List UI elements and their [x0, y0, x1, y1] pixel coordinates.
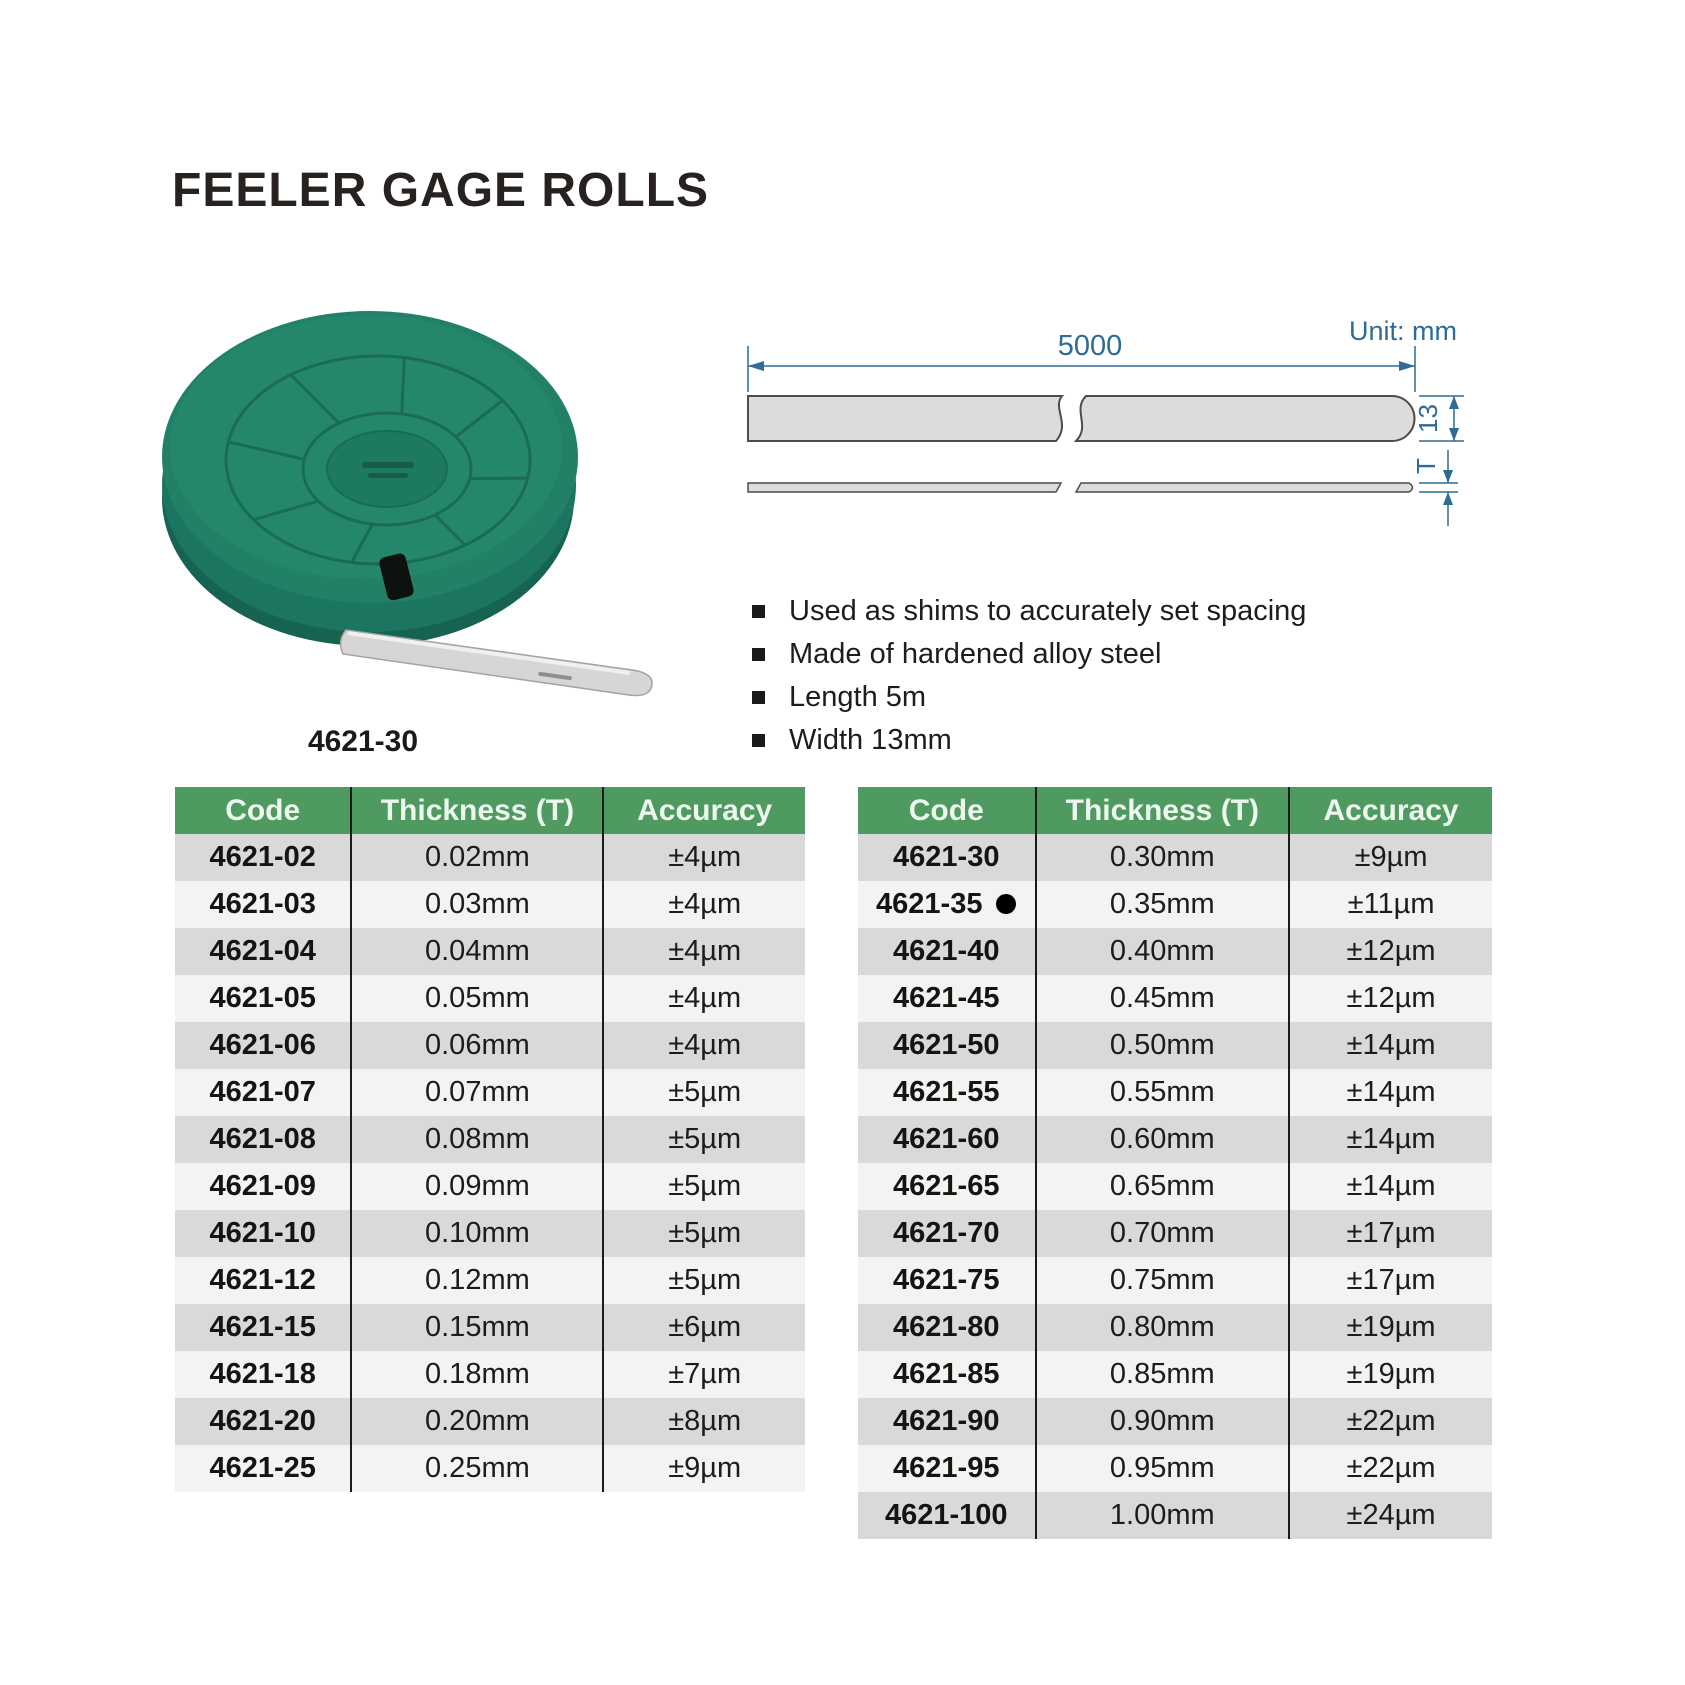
thickness-cell: 0.50mm [1036, 1022, 1290, 1069]
code-cell: 4621-02 [175, 834, 351, 881]
table-row [175, 1069, 805, 1116]
code-cell: 4621-100 [858, 1492, 1036, 1539]
unit-label: Unit: mm [1349, 316, 1457, 346]
code-cell: 4621-03 [175, 881, 351, 928]
feature-text: Used as shims to accurately set spacing [789, 595, 1307, 627]
thickness-cell: 0.80mm [1036, 1304, 1290, 1351]
thickness-cell: 0.40mm [1036, 928, 1290, 975]
strip-top-view [748, 396, 1415, 441]
code-cell: 4621-75 [858, 1257, 1036, 1304]
header-accuracy: Accuracy [603, 787, 805, 834]
code-cell: 4621-30 [858, 834, 1036, 881]
accuracy-cell: ±4µm [603, 1022, 805, 1069]
code-cell: 4621-07 [175, 1069, 351, 1116]
code-cell: 4621-08 [175, 1116, 351, 1163]
thickness-cell: 0.60mm [1036, 1116, 1290, 1163]
dimension-diagram [700, 278, 1500, 550]
thickness-cell: 0.09mm [351, 1163, 603, 1210]
thickness-cell: 0.04mm [351, 928, 603, 975]
code-cell: 4621-12 [175, 1257, 351, 1304]
product-caption: 4621-30 [307, 725, 419, 758]
accuracy-cell: ±14µm [1289, 1022, 1492, 1069]
thickness-cell: 0.70mm [1036, 1210, 1290, 1257]
table-row [858, 928, 1492, 975]
thickness-cell: 0.07mm [351, 1069, 603, 1116]
accuracy-cell: ±17µm [1289, 1257, 1492, 1304]
header-code: Code [175, 787, 351, 834]
table-row [858, 1304, 1492, 1351]
table-row [858, 1351, 1492, 1398]
code-cell: 4621-80 [858, 1304, 1036, 1351]
table-row [175, 1163, 805, 1210]
feature-list [752, 590, 1306, 762]
code-cell: 4621-60 [858, 1116, 1036, 1163]
accuracy-cell: ±8µm [603, 1398, 805, 1445]
table-row [175, 881, 805, 928]
code-cell: 4621-95 [858, 1445, 1036, 1492]
header-code: Code [858, 787, 1036, 834]
table-row [175, 1257, 805, 1304]
thickness-cell: 0.02mm [351, 834, 603, 881]
thickness-cell: 0.30mm [1036, 834, 1290, 881]
feature-text: Length 5m [789, 681, 927, 713]
table-row [175, 1398, 805, 1445]
code-cell: 4621-05 [175, 975, 351, 1022]
thickness-cell: 0.06mm [351, 1022, 603, 1069]
thickness-cell: 0.25mm [351, 1445, 603, 1492]
table-row [175, 1116, 805, 1163]
accuracy-cell: ±12µm [1289, 928, 1492, 975]
thickness-cell: 0.12mm [351, 1257, 603, 1304]
arrow-down-icon [1443, 470, 1453, 483]
code-cell: 4621-20 [175, 1398, 351, 1445]
thickness-cell: 0.15mm [351, 1304, 603, 1351]
thickness-cell: 0.85mm [1036, 1351, 1290, 1398]
accuracy-cell: ±12µm [1289, 975, 1492, 1022]
accuracy-cell: ±19µm [1289, 1304, 1492, 1351]
table-row [858, 1116, 1492, 1163]
accuracy-cell: ±22µm [1289, 1445, 1492, 1492]
accuracy-cell: ±5µm [603, 1163, 805, 1210]
code-cell: 4621-35 [858, 881, 1036, 928]
code-cell: 4621-85 [858, 1351, 1036, 1398]
feature-item [752, 590, 1306, 633]
thickness-cell: 0.20mm [351, 1398, 603, 1445]
square-bullet-icon [752, 648, 765, 661]
thickness-value: T [1411, 458, 1441, 474]
accuracy-cell: ±4µm [603, 834, 805, 881]
accuracy-cell: ±14µm [1289, 1116, 1492, 1163]
square-bullet-icon [752, 605, 765, 618]
accuracy-cell: ±22µm [1289, 1398, 1492, 1445]
feature-text: Width 13mm [789, 724, 952, 756]
width-value: 13 [1413, 404, 1443, 433]
table-row [175, 1022, 805, 1069]
length-value: 5000 [1057, 330, 1123, 362]
table-row [858, 975, 1492, 1022]
header-accuracy: Accuracy [1289, 787, 1492, 834]
feeler-strip [341, 630, 652, 696]
accuracy-cell: ±14µm [1289, 1069, 1492, 1116]
square-bullet-icon [752, 691, 765, 704]
table-row [175, 834, 805, 881]
accuracy-cell: ±14µm [1289, 1163, 1492, 1210]
feature-item [752, 719, 1306, 762]
thickness-cell: 0.10mm [351, 1210, 603, 1257]
thickness-cell: 0.55mm [1036, 1069, 1290, 1116]
table-row [858, 1069, 1492, 1116]
feature-item [752, 633, 1306, 676]
thickness-cell: 1.00mm [1036, 1492, 1290, 1539]
roll-case-top [162, 311, 578, 603]
arrow-down-icon [1449, 428, 1459, 441]
code-cell: 4621-04 [175, 928, 351, 975]
thickness-cell: 0.90mm [1036, 1398, 1290, 1445]
accuracy-cell: ±24µm [1289, 1492, 1492, 1539]
table-row [175, 928, 805, 975]
code-cell: 4621-18 [175, 1351, 351, 1398]
code-cell: 4621-50 [858, 1022, 1036, 1069]
table-row [858, 1022, 1492, 1069]
header-thickness: Thickness (T) [351, 787, 603, 834]
arrow-up-icon [1449, 396, 1459, 409]
table-header-row [858, 787, 1492, 834]
accuracy-cell: ±7µm [603, 1351, 805, 1398]
arrow-up-icon [1443, 492, 1453, 505]
strip-side-view [748, 483, 1413, 492]
thickness-cell: 0.18mm [351, 1351, 603, 1398]
arrow-right-icon [1399, 361, 1415, 371]
thickness-cell: 0.03mm [351, 881, 603, 928]
code-cell: 4621-70 [858, 1210, 1036, 1257]
code-cell: 4621-25 [175, 1445, 351, 1492]
table-row [858, 1492, 1492, 1539]
table-row [858, 1398, 1492, 1445]
thickness-cell: 0.05mm [351, 975, 603, 1022]
table-row [175, 1351, 805, 1398]
table-row [175, 1210, 805, 1257]
table-row [858, 1210, 1492, 1257]
product-photo-roll [140, 242, 700, 712]
thickness-cell: 0.75mm [1036, 1257, 1290, 1304]
thickness-cell: 0.95mm [1036, 1445, 1290, 1492]
accuracy-cell: ±19µm [1289, 1351, 1492, 1398]
code-cell: 4621-65 [858, 1163, 1036, 1210]
code-cell: 4621-15 [175, 1304, 351, 1351]
code-cell: 4621-90 [858, 1398, 1036, 1445]
table-row [858, 1163, 1492, 1210]
thickness-cell: 0.65mm [1036, 1163, 1290, 1210]
spec-table-right [858, 787, 1492, 1539]
accuracy-cell: ±4µm [603, 928, 805, 975]
table-row [858, 1257, 1492, 1304]
code-cell: 4621-09 [175, 1163, 351, 1210]
feature-text: Made of hardened alloy steel [789, 638, 1162, 670]
thickness-cell: 0.45mm [1036, 975, 1290, 1022]
table-row [858, 1445, 1492, 1492]
accuracy-cell: ±5µm [603, 1257, 805, 1304]
table-header-row [175, 787, 805, 834]
table-row [175, 975, 805, 1022]
header-thickness: Thickness (T) [1036, 787, 1290, 834]
table-row [858, 834, 1492, 881]
thickness-cell: 0.08mm [351, 1116, 603, 1163]
table-row [175, 1445, 805, 1492]
code-cell: 4621-55 [858, 1069, 1036, 1116]
code-cell: 4621-40 [858, 928, 1036, 975]
page-title: FEELER GAGE ROLLS [172, 164, 710, 217]
code-cell: 4621-06 [175, 1022, 351, 1069]
accuracy-cell: ±9µm [603, 1445, 805, 1492]
dot-marker-icon [996, 894, 1016, 914]
accuracy-cell: ±4µm [603, 975, 805, 1022]
code-cell: 4621-45 [858, 975, 1036, 1022]
accuracy-cell: ±6µm [603, 1304, 805, 1351]
accuracy-cell: ±5µm [603, 1210, 805, 1257]
table-row [175, 1304, 805, 1351]
accuracy-cell: ±4µm [603, 881, 805, 928]
feature-item [752, 676, 1306, 719]
table-row [858, 881, 1492, 928]
arrow-left-icon [748, 361, 764, 371]
code-cell: 4621-10 [175, 1210, 351, 1257]
accuracy-cell: ±9µm [1289, 834, 1492, 881]
accuracy-cell: ±5µm [603, 1069, 805, 1116]
accuracy-cell: ±17µm [1289, 1210, 1492, 1257]
spec-table-left [175, 787, 805, 1492]
thickness-cell: 0.35mm [1036, 881, 1290, 928]
accuracy-cell: ±11µm [1289, 881, 1492, 928]
accuracy-cell: ±5µm [603, 1116, 805, 1163]
square-bullet-icon [752, 734, 765, 747]
